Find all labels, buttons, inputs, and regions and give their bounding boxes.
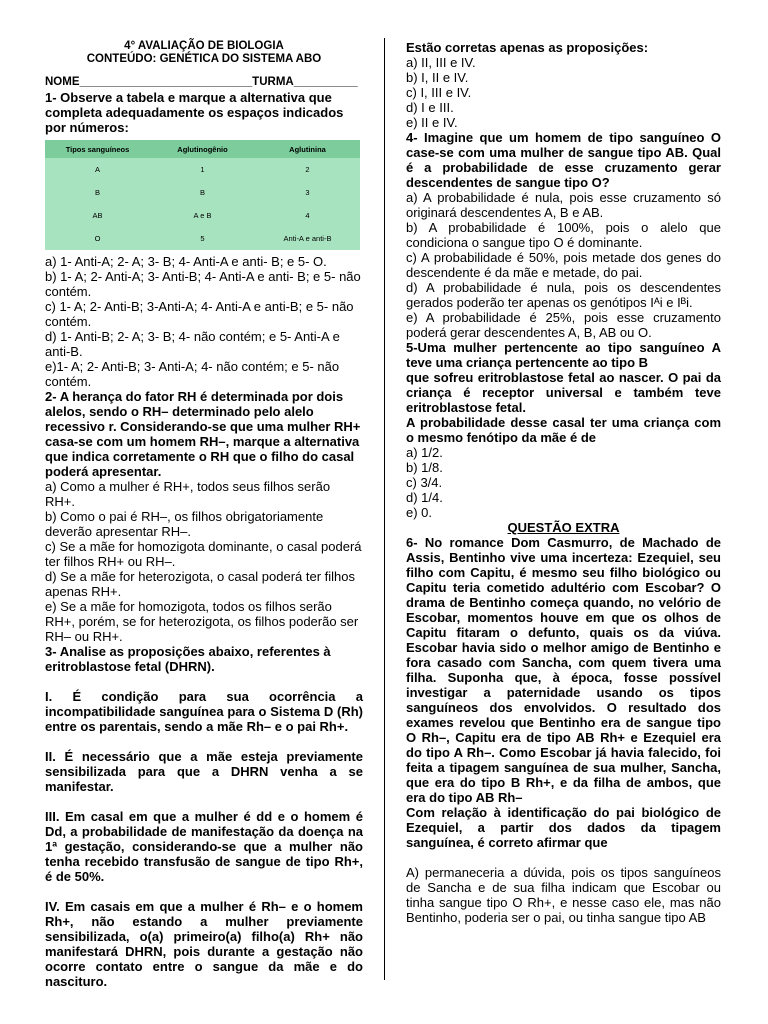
q2-option-a: a) Como a mulher é RH+, todos seus filhos serão RH+. bbox=[45, 479, 331, 509]
q3-option-d: d) I e III. bbox=[406, 100, 454, 115]
column-divider bbox=[384, 38, 385, 980]
q4-option-b: b) A probabilidade é 100%, pois o alelo que condiciona o sangue tipo O é dominante. bbox=[406, 220, 721, 250]
table-row bbox=[45, 181, 360, 204]
q3-prompt: 3- Analise as proposições abaixo, referentes à eritroblastose fetal (DHRN). bbox=[45, 644, 331, 674]
q2-option-d: d) Se a mãe for heterozigota, o casal poderá ter filhos apenas RH+. bbox=[45, 569, 356, 599]
table-cell: A e B bbox=[193, 211, 212, 220]
q2-option-c: c) Se a mãe for homozigota dominante, o casal poderá ter filhos RH+ ou RH–. bbox=[45, 539, 362, 569]
q4-prompt: 4- Imagine que um homem de tipo sanguíneo O case-se com uma mulher de sangue tipo AB. Qual é a probabilidade de esse cruzamento gerar descendentes de sangue tipo O? bbox=[406, 130, 721, 190]
q1-option-d: d) 1- Anti-B; 2- A; 3- B; 4- não contém; e 5- Anti-A e anti-B. bbox=[45, 329, 340, 359]
right-column bbox=[406, 40, 721, 925]
table-cell: AB bbox=[92, 211, 103, 220]
table-row bbox=[45, 158, 360, 181]
table-header: Tipos sanguíneos bbox=[45, 140, 150, 158]
q5-prompt-2: que sofreu eritroblastose fetal ao nascer. O pai da criança é receptor universal e também teve eritroblastose fetal. bbox=[406, 370, 721, 415]
blood-type-table bbox=[45, 140, 360, 250]
q2-prompt: 2- A herança do fator RH é determinada por dois alelos, sendo o RH– determinado pelo alelo recessivo r. Considerando-se que uma mulher RH+ casa-se com um homem RH–, marque a alternativa que indica corretamente o RH que o filho do casal poderá apresentar. bbox=[45, 389, 361, 479]
q3-proposition-iv: IV. Em casais em que a mulher é Rh– e o homem Rh+, não estando a mulher previamente sensibilizada, o(a) primeiro(a) filho(a) Rh+ não manifestará DHRN, pois durante a gestação não ocorre contato entre o sangue da mãe e do nascituro. bbox=[45, 899, 363, 989]
q3-option-a: a) II, III e IV. bbox=[406, 55, 476, 70]
table-row bbox=[45, 227, 360, 250]
table-cell: 3 bbox=[305, 188, 310, 197]
q3-proposition-ii: II. É necessário que a mãe esteja previamente sensibilizada para que a DHRN venha a se manifestar. bbox=[45, 749, 363, 794]
q1-option-e: e)1- A; 2- Anti-B; 3- Anti-A; 4- não contém; e 5- não contém. bbox=[45, 359, 340, 389]
q3-proposition-iii: III. Em casal em que a mulher é dd e o homem é Dd, a probabilidade de manifestação da doença na 1ª gestação, considerando-se que a mulher não tenha recebido transfusão de sangue de tipo Rh+, é de 50%. bbox=[45, 809, 363, 884]
q1-option-b: b) 1- A; 2- Anti-A; 3- Anti-B; 4- Anti-A e anti- B; e 5- não contém. bbox=[45, 269, 361, 299]
q1-option-c: c) 1- A; 2- Anti-B; 3-Anti-A; 4- Anti-A e anti-B; e 5- não contém. bbox=[45, 299, 354, 329]
table-cell: Anti-A e anti-B bbox=[283, 234, 332, 243]
q2-option-e: e) Se a mãe for homozigota, todos os filhos serão RH+, porém, se for heterozigota, os filhos poderão ser RH– ou RH+. bbox=[45, 599, 359, 644]
q1-prompt: 1- Observe a tabela e marque a alternativa que completa adequadamente os espaços indicados por números: bbox=[45, 90, 344, 135]
q4-option-e: e) A probabilidade é 25%, pois esse cruzamento poderá gerar descendentes A, B, AB ou O. bbox=[406, 310, 721, 340]
q5-option-e: e) 0. bbox=[406, 505, 433, 520]
table-cell: O bbox=[94, 234, 101, 243]
q5-prompt-3: A probabilidade desse casal ter uma criança com o mesmo fenótipo da mãe é de bbox=[406, 415, 721, 445]
left-column bbox=[45, 40, 363, 989]
table-header-row bbox=[45, 140, 360, 158]
q6-option-a: A) permaneceria a dúvida, pois os tipos sanguíneos de Sancha e de sua filha indicam que Escobar ou tinha sangue tipo O Rh+, e nesse caso ele, mas não Bentinho, poderia ser o pai, ou tinha sangue tipo AB bbox=[406, 865, 721, 925]
table-cell: B bbox=[199, 188, 205, 197]
exam-title: 4° AVALIAÇÃO DE BIOLOGIA bbox=[124, 40, 284, 52]
q4-option-d: d) A probabilidade é nula, pois os descendentes gerados poderão ter apenas os genótipos Iᴬi e Iᴮi. bbox=[406, 280, 721, 310]
table-header: Aglutinogênio bbox=[150, 140, 255, 158]
q5-option-a: a) 1/2. bbox=[406, 445, 443, 460]
q5-option-b: b) 1/8. bbox=[406, 460, 443, 475]
q5-option-c: c) 3/4. bbox=[406, 475, 443, 490]
q5-option-d: d) 1/4. bbox=[406, 490, 443, 505]
q4-option-c: c) A probabilidade é 50%, pois metade dos genes do descendente é da mãe e metade, do pai. bbox=[406, 250, 721, 280]
q3-option-e: e) II e IV. bbox=[406, 115, 458, 130]
q2-option-b: b) Como o pai é RH–, os filhos obrigatoriamente deverão apresentar RH–. bbox=[45, 509, 324, 539]
q1-option-a: a) 1- Anti-A; 2- A; 3- B; 4- Anti-A e anti- B; e 5- O. bbox=[45, 254, 327, 269]
q5-prompt-1: 5-Uma mulher pertencente ao tipo sanguíneo A teve uma criança pertencente ao tipo B bbox=[406, 340, 721, 370]
table-cell: 1 bbox=[200, 165, 205, 174]
q6-question: Com relação à identificação do pai biológico de Ezequiel, a partir dos dados da tipagem sanguínea, é correto afirmar que bbox=[406, 805, 721, 850]
name-class-line: NOME___________________________TURMA__________ bbox=[45, 76, 358, 88]
q3-proposition-i: I. É condição para sua ocorrência a incompatibilidade sanguínea para o Sistema D (Rh) entre os parentais, sendo a mãe Rh– e o pai Rh+. bbox=[45, 689, 363, 734]
q3-option-b: b) I, II e IV. bbox=[406, 70, 469, 85]
table-cell: 2 bbox=[305, 165, 310, 174]
exam-subtitle: CONTEÚDO: GENÉTICA DO SISTEMA ABO bbox=[86, 53, 322, 65]
q4-option-a: a) A probabilidade é nula, pois esse cruzamento só originará descendentes A, B e AB. bbox=[406, 190, 721, 220]
q3-question: Estão corretas apenas as proposições: bbox=[406, 40, 649, 55]
table-cell: 5 bbox=[200, 234, 205, 243]
table-cell: B bbox=[94, 188, 100, 197]
table-header: Aglutinina bbox=[255, 140, 360, 158]
q3-option-c: c) I, III e IV. bbox=[406, 85, 472, 100]
table-cell: 4 bbox=[305, 211, 310, 220]
table-cell: A bbox=[94, 165, 100, 174]
table-row bbox=[45, 204, 360, 227]
q6-prompt: 6- No romance Dom Casmurro, de Machado de Assis, Bentinho vive uma incerteza: Ezequiel, seu filho com Capitu, é mesmo seu filho biológico ou Capitu teria cometido adultério com Escobar? O drama de Bentinho começa quando, no velório de Escobar, momentos houve em que os olhos de Capitu fitaram o defunto, quais os da viúva. Escobar havia sido o melhor amigo de Bentinho e fora casado com Sancha, com quem tivera uma filha. Suponha que, à época, fosse possível investigar a paternidade usando os tipos sanguíneos dos envolvidos. O resultado dos exames revelou que Bentinho era de sangue tipo O Rh–, Capitu era de tipo AB Rh+ e Ezequiel era do tipo A Rh–. Como Escobar já havia falecido, foi feita a tipagem sanguínea de sua mulher, Sancha, que era do tipo B Rh+, e da filha de ambos, que era do tipo AB Rh– bbox=[406, 535, 721, 805]
extra-question-title: QUESTÃO EXTRA bbox=[507, 520, 620, 535]
